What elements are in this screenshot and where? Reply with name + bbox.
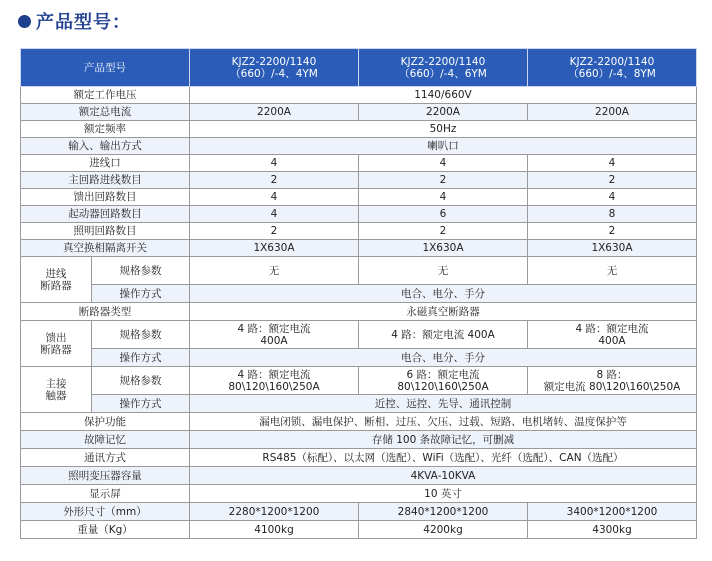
row-label: 主回路进线数目 <box>21 172 190 189</box>
row-value: 4 路：额定电流 80\120\160\250A <box>190 367 359 395</box>
row-label: 操作方式 <box>92 285 190 303</box>
row-value: 3400*1200*1200 <box>528 503 697 521</box>
row-label: 额定频率 <box>21 121 190 138</box>
table-row <box>21 223 697 240</box>
table-row <box>21 155 697 172</box>
row-label: 额定总电流 <box>21 104 190 121</box>
table-row <box>21 431 697 449</box>
row-value: 4KVA-10KVA <box>190 467 697 485</box>
table-row <box>21 104 697 121</box>
table-row <box>21 87 697 104</box>
row-label: 馈出回路数目 <box>21 189 190 206</box>
row-value: 无 <box>359 257 528 285</box>
row-label: 照明回路数目 <box>21 223 190 240</box>
row-value: RS485（标配）、以太网（选配）、WiFi（选配）、光纤（选配）、CAN（选配） <box>190 449 697 467</box>
row-label: 额定工作电压 <box>21 87 190 104</box>
row-value: 4 路：额定电流 400A <box>190 321 359 349</box>
row-value: 4300kg <box>528 521 697 539</box>
row-value: 2200A <box>190 104 359 121</box>
row-value: 1140/660V <box>190 87 697 104</box>
row-value: 4 <box>359 189 528 206</box>
row-value: 1X630A <box>528 240 697 257</box>
row-value: 4 <box>190 206 359 223</box>
table-row <box>21 321 697 349</box>
row-value: 存储 100 条故障记忆，可删减 <box>190 431 697 449</box>
row-label: 故障记忆 <box>21 431 190 449</box>
header-model: KJZ2-2200/1140 （660）/-4、4YM <box>190 49 359 87</box>
row-value: 2 <box>190 223 359 240</box>
row-label: 规格参数 <box>92 321 190 349</box>
row-value: 4 <box>528 189 697 206</box>
row-value: 无 <box>528 257 697 285</box>
section-title-text: 产品型号： <box>36 12 131 33</box>
table-row <box>21 138 697 155</box>
row-value: 2 <box>190 172 359 189</box>
section-title <box>18 8 131 34</box>
row-label: 规格参数 <box>92 367 190 395</box>
table-row <box>21 121 697 138</box>
row-value: 2280*1200*1200 <box>190 503 359 521</box>
table-row <box>21 395 697 413</box>
table-row <box>21 485 697 503</box>
header-label: 产品型号 <box>21 49 190 87</box>
row-value: 4 <box>528 155 697 172</box>
table-row <box>21 172 697 189</box>
row-value: 4 <box>190 155 359 172</box>
row-value: 4200kg <box>359 521 528 539</box>
table-row <box>21 206 697 223</box>
row-value: 2840*1200*1200 <box>359 503 528 521</box>
table-row <box>21 257 697 285</box>
row-label: 规格参数 <box>92 257 190 285</box>
header-model: KJZ2-2200/1140 （660）/-4、6YM <box>359 49 528 87</box>
row-value: 2 <box>359 223 528 240</box>
table-row <box>21 303 697 321</box>
row-value: 喇叭口 <box>190 138 697 155</box>
row-value: 2 <box>528 223 697 240</box>
row-label: 显示屏 <box>21 485 190 503</box>
row-value: 2200A <box>359 104 528 121</box>
table-row <box>21 449 697 467</box>
table-row <box>21 240 697 257</box>
group-label: 馈出 断路器 <box>21 321 92 367</box>
row-value: 4 <box>359 155 528 172</box>
row-label: 断路器类型 <box>21 303 190 321</box>
row-value: 无 <box>190 257 359 285</box>
row-value: 2 <box>528 172 697 189</box>
table-row <box>21 349 697 367</box>
row-value: 8 路： 额定电流 80\120\160\250A <box>528 367 697 395</box>
group-label: 进线 断路器 <box>21 257 92 303</box>
row-value: 4 <box>190 189 359 206</box>
row-value: 10 英寸 <box>190 485 697 503</box>
table-row <box>21 367 697 395</box>
group-label: 主接 触器 <box>21 367 92 413</box>
row-label: 照明变压器容量 <box>21 467 190 485</box>
row-value: 4 路：额定电流 400A <box>528 321 697 349</box>
row-value: 6 路：额定电流 80\120\160\250A <box>359 367 528 395</box>
row-label: 进线口 <box>21 155 190 172</box>
row-label: 保护功能 <box>21 413 190 431</box>
row-label: 真空换相隔离开关 <box>21 240 190 257</box>
row-value: 漏电闭锁、漏电保护、断相、过压、欠压、过载、短路、电机堵转、温度保护等 <box>190 413 697 431</box>
row-label: 操作方式 <box>92 349 190 367</box>
row-value: 2 <box>359 172 528 189</box>
row-value: 4 路：额定电流 400A <box>359 321 528 349</box>
table-row <box>21 413 697 431</box>
header-row <box>21 49 697 87</box>
row-value: 电合、电分、手分 <box>190 349 697 367</box>
row-value: 近控、远控、先导、通讯控制 <box>190 395 697 413</box>
product-spec-table <box>20 48 697 539</box>
row-value: 2200A <box>528 104 697 121</box>
table-row <box>21 503 697 521</box>
row-label: 起动器回路数目 <box>21 206 190 223</box>
row-value: 50Hz <box>190 121 697 138</box>
row-value: 8 <box>528 206 697 223</box>
table-row <box>21 189 697 206</box>
table-row <box>21 285 697 303</box>
row-value: 1X630A <box>190 240 359 257</box>
row-value: 1X630A <box>359 240 528 257</box>
row-value: 电合、电分、手分 <box>190 285 697 303</box>
row-value: 6 <box>359 206 528 223</box>
header-model: KJZ2-2200/1140 （660）/-4、8YM <box>528 49 697 87</box>
row-label: 操作方式 <box>92 395 190 413</box>
bullet-dot-icon <box>18 15 31 28</box>
row-value: 永磁真空断路器 <box>190 303 697 321</box>
row-label: 外形尺寸（mm） <box>21 503 190 521</box>
row-value: 4100kg <box>190 521 359 539</box>
table-row <box>21 521 697 539</box>
row-label: 重量（Kg） <box>21 521 190 539</box>
table-row <box>21 467 697 485</box>
row-label: 输入、输出方式 <box>21 138 190 155</box>
row-label: 通讯方式 <box>21 449 190 467</box>
